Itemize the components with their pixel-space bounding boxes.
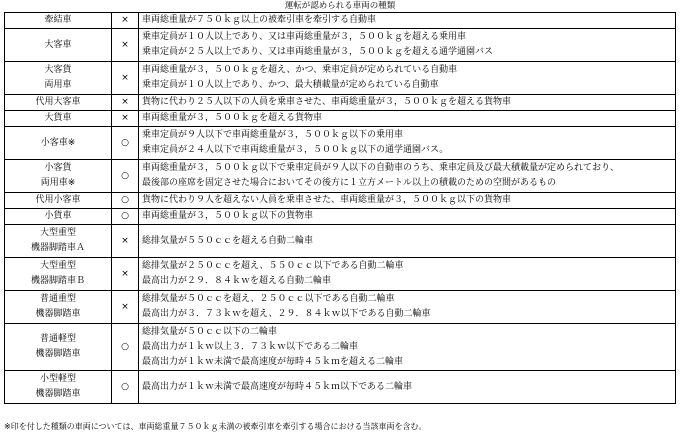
description-line: 総排気量が５５０ｃｃを超える自動二輪車 bbox=[142, 235, 314, 246]
table-row bbox=[5, 127, 676, 160]
table-row bbox=[5, 29, 676, 62]
description-line: 最高出力が３．７３ｋｗを超え、２９．８４ｋｗ以下である自動二輪車 bbox=[142, 309, 431, 319]
vehicle-type-line: 小客貨 bbox=[44, 163, 72, 173]
table-row bbox=[5, 111, 676, 127]
vehicle-type-cell bbox=[5, 225, 112, 258]
vehicle-type-line: 機器脚踏車Ａ bbox=[30, 243, 85, 253]
vehicle-type-cell bbox=[5, 324, 112, 371]
vehicle-type-cell bbox=[5, 13, 112, 29]
vehicle-type-line: 大型重型 bbox=[39, 261, 76, 271]
description-line: 車両総重量が３，５００ｋｇを超え、かつ、乗車定員が定められている自動車 bbox=[142, 65, 458, 75]
permission-mark: × bbox=[112, 291, 139, 324]
table-row bbox=[5, 193, 676, 209]
description-line: 最高出力が１ｋｗ未満で最高速度が毎時４５ｋｍを超える二輪車 bbox=[142, 356, 404, 367]
vehicle-type-line: 機器脚踏車 bbox=[35, 309, 81, 319]
table-title: 運転が認められる車両の種類 bbox=[284, 1, 396, 11]
vehicle-type-cell bbox=[5, 258, 112, 291]
permission-mark: × bbox=[112, 95, 139, 111]
description-line: 最高出力が２９．８４ｋｗを超える自動二輪車 bbox=[142, 276, 332, 286]
vehicle-type-line: 牽結車 bbox=[44, 15, 72, 25]
description-line: 車両総重量が３，５００ｋｇを超える貨物車 bbox=[142, 113, 323, 123]
description-line: 貨物に代わり９人を超えない人員を乗車させた、車両総重量が３，５００ｋｇ以下の貨物車 bbox=[142, 195, 512, 205]
footnote: ※印を付した種類の車両については、車両総重量７５０ｋｇ未満の被牽引車を牽引する場合における当該車両を含む。 bbox=[4, 422, 427, 431]
vehicle-type-line: 機器脚踏車 bbox=[35, 389, 81, 399]
permission-mark: ○ bbox=[112, 371, 139, 404]
description-cell bbox=[139, 324, 676, 371]
table-row bbox=[5, 291, 676, 324]
vehicle-type-line: 小客車※ bbox=[40, 137, 76, 148]
description-cell bbox=[139, 291, 676, 324]
description-line: 貨物に代わり２５人以下の人員を乗車させた、車両総重量が３，５００ｋｇを超える貨物車 bbox=[142, 97, 512, 107]
description-cell bbox=[139, 29, 676, 62]
vehicle-type-cell bbox=[5, 371, 112, 404]
description-cell bbox=[139, 371, 676, 404]
vehicle-type-line: 両用車※ bbox=[40, 178, 76, 188]
vehicle-type-line: 代用大客車 bbox=[35, 97, 81, 107]
permission-mark: × bbox=[112, 29, 139, 62]
description-cell bbox=[139, 111, 676, 127]
vehicle-type-cell bbox=[5, 193, 112, 209]
vehicle-type-line: 両用車 bbox=[44, 80, 72, 90]
table-row bbox=[5, 225, 676, 258]
vehicle-type-cell bbox=[5, 95, 112, 111]
vehicle-type-line: 機器脚踏車Ｂ bbox=[30, 276, 85, 286]
vehicle-type-line: 代用小客車 bbox=[35, 195, 81, 205]
description-cell bbox=[139, 95, 676, 111]
table-row bbox=[5, 258, 676, 291]
vehicle-type-line: 普通重型 bbox=[39, 294, 76, 304]
description-line: 最高出力が１ｋｗ以上３．７３ｋｗ以下である二輪車 bbox=[142, 341, 359, 352]
table-body bbox=[5, 13, 676, 404]
description-line: 乗車定員が２４人以下で車両総重量が３，５００ｋｇ以下の通学通園バス。 bbox=[142, 145, 449, 155]
vehicle-type-cell bbox=[5, 160, 112, 193]
permission-mark: ○ bbox=[112, 160, 139, 193]
description-line: 乗車定員が９人以下で車両総重量が３，５００ｋｇ以下の乗用車 bbox=[142, 130, 404, 140]
table-row bbox=[5, 209, 676, 225]
description-cell bbox=[139, 225, 676, 258]
description-cell bbox=[139, 127, 676, 160]
permission-mark: × bbox=[112, 225, 139, 258]
vehicle-type-line: 大客貨 bbox=[44, 65, 72, 75]
vehicle-type-line: 小貨車 bbox=[44, 211, 72, 221]
vehicle-type-cell bbox=[5, 62, 112, 95]
permission-mark: × bbox=[112, 13, 139, 29]
table-row bbox=[5, 62, 676, 95]
vehicle-type-line: 機器脚踏車 bbox=[35, 349, 81, 359]
description-cell bbox=[139, 209, 676, 225]
vehicle-type-cell bbox=[5, 291, 112, 324]
description-line: 最高出力が１ｋｗ未満で最高速度が毎時４５ｋｍ以下である二輪車 bbox=[142, 381, 413, 392]
description-line: 乗車定員が２５人以上であり、又は車両総重量が３，５００ｋｇを超える通学通園バス bbox=[142, 47, 494, 57]
vehicle-type-line: 大型重型 bbox=[39, 228, 76, 238]
description-line: 車両総重量が３，５００ｋｇ以下で乗車定員が９人以下の自動車のうち、乗車定員及び最大積載量が定められており、 bbox=[142, 163, 620, 173]
vehicle-type-cell bbox=[5, 127, 112, 160]
vehicle-type-line: 大貨車 bbox=[44, 113, 72, 123]
description-cell bbox=[139, 193, 676, 209]
table-row bbox=[5, 95, 676, 111]
permission-mark: × bbox=[112, 258, 139, 291]
permission-mark: ○ bbox=[112, 193, 139, 209]
description-line: 総排気量が５０ｃｃを超え、２５０ｃｃ以下である自動二輪車 bbox=[142, 294, 395, 304]
description-cell bbox=[139, 160, 676, 193]
description-line: 総排気量が２５０ｃｃを超え、５５０ｃｃ以下である自動二輪車 bbox=[142, 261, 404, 271]
description-line: 乗車定員が１０人以上であり、かつ、最大積載量が定められている自動車 bbox=[142, 80, 439, 90]
permission-mark: ○ bbox=[112, 127, 139, 160]
description-line: 乗車定員が１０人以上であり、又は車両総重量が３，５００ｋｇを超える乗用車 bbox=[142, 32, 467, 42]
vehicle-type-table bbox=[4, 12, 676, 404]
description-cell bbox=[139, 258, 676, 291]
description-line: 車両総重量が７５０ｋｇ以上の被牽引車を牽引する自動車 bbox=[142, 15, 377, 25]
table-row bbox=[5, 13, 676, 29]
table-row bbox=[5, 324, 676, 371]
vehicle-type-line: 大客車 bbox=[44, 39, 72, 50]
vehicle-type-cell bbox=[5, 29, 112, 62]
permission-mark: ○ bbox=[112, 209, 139, 225]
table-row bbox=[5, 371, 676, 404]
table-row bbox=[5, 160, 676, 193]
description-line: 最後部の座席を固定させた場合においてその後方に１立方メートル以上の積載のための空間があるもの bbox=[142, 178, 557, 188]
vehicle-type-line: 普通軽型 bbox=[39, 334, 76, 344]
description-cell bbox=[139, 62, 676, 95]
vehicle-type-cell bbox=[5, 209, 112, 225]
description-line: 車両総重量が３，５００ｋｇ以下の貨物車 bbox=[142, 211, 314, 221]
permission-mark: ○ bbox=[112, 324, 139, 371]
permission-mark: × bbox=[112, 62, 139, 95]
vehicle-type-line: 小型軽型 bbox=[39, 374, 76, 384]
description-line: 総排気量が５０ｃｃ以下の二輪車 bbox=[142, 326, 278, 337]
permission-mark: × bbox=[112, 111, 139, 127]
description-cell bbox=[139, 13, 676, 29]
vehicle-type-cell bbox=[5, 111, 112, 127]
